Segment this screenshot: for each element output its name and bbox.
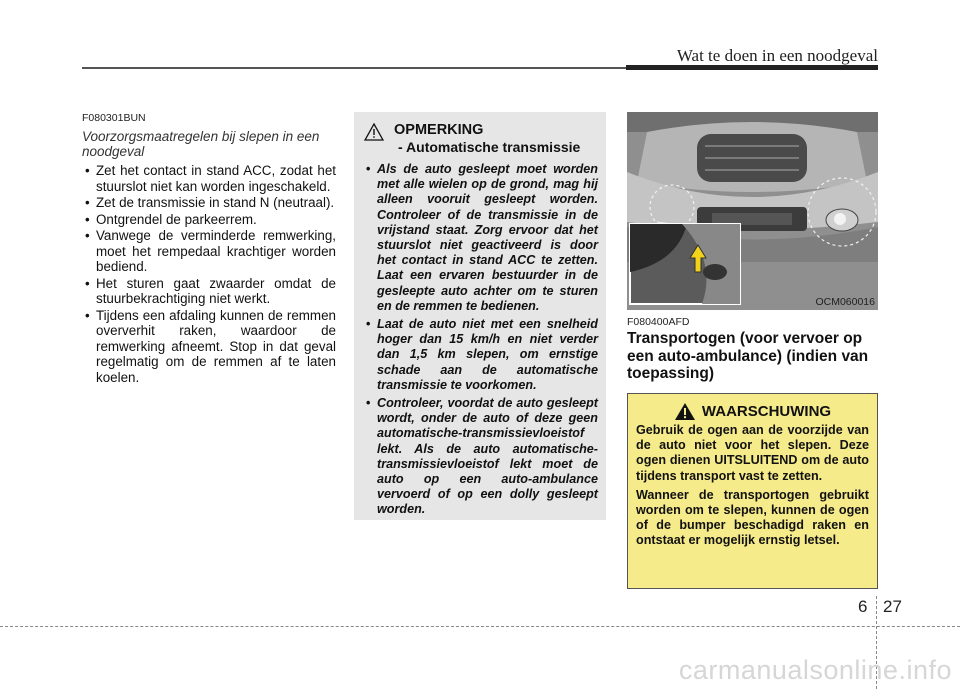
list-item: • Als de auto gesleept moet worden met alle wielen op de grond, mag hij alleen vooruit gesleept worden. Controleer of de transmissie in de vrijstand staat. Zorg ervoor dat het stuurslot niet geactiveerd is door het contact in stand ACC te zetten. Laat een ervaren bestuurder in de gesleepte auto achter om te sturen en de remmen te bedienen. — [364, 162, 598, 314]
warning-header — [636, 402, 869, 421]
note-list — [364, 162, 598, 518]
note-title: OPMERKING — [394, 122, 484, 138]
note-box — [354, 112, 606, 520]
list-item: • Vanwege de verminderde remwerking, moet het rempedaal krachtiger worden bediend. — [82, 228, 336, 275]
list-item: • Controleer, voordat de auto gesleept wordt, onder de auto of deze geen automatische-transmissievloeistof lekt. Als de auto automatische-transmissievloeistof lekt moet de auto op een auto-ambulance vervoerd of op een dolly gesleept worden. — [364, 396, 598, 518]
note-subtitle: - Automatische transmissie — [398, 139, 581, 155]
list-item: • Ontgrendel de parkeerrem. — [82, 212, 336, 228]
page-header-title: Wat te doen in een noodgeval — [676, 46, 878, 65]
section-code: F080301BUN — [82, 112, 146, 124]
warning-title: WAARSCHUWING — [701, 403, 832, 420]
car-front-illustration — [627, 112, 878, 310]
section-code-2: F080400AFD — [627, 316, 690, 328]
left-column — [82, 112, 336, 386]
list-item: • Zet het contact in stand ACC, zodat het stuurslot niet kan worden ingeschakeld. — [82, 163, 336, 194]
list-item: • Het sturen gaat zwaarder omdat de stuurbekrachtiging niet werkt. — [82, 276, 336, 307]
list-item: • Tijdens een afdaling kunnen de remmen oververhit raken, waardoor de remwerking afneemt. Stop in dat geval regelmatig om de remmen af te laten koelen. — [82, 308, 336, 386]
watermark: carmanualsonline.info — [678, 655, 952, 685]
section-subheading: Voorzorgsmaatregelen bij slepen in een noodgeval — [82, 129, 320, 159]
image-label: OCM060016 — [815, 296, 875, 308]
note-header — [364, 122, 598, 156]
header-rule-accent — [626, 65, 878, 70]
list-item: • Zet de transmissie in stand N (neutraal). — [82, 195, 336, 211]
warning-triangle-icon — [674, 402, 696, 421]
warning-paragraph: Wanneer de transportogen gebruikt worden om te slepen, kunnen de ogen of de bumper beschadigd raken en ontstaat er mogelijk ernstig letsel. — [636, 487, 869, 548]
towing-hook-photo — [627, 112, 878, 310]
list-item: • Laat de auto niet met een snelheid hoger dan 15 km/h en niet verder dan 1,5 km slepen, om ernstige schade aan de automatische transmissie te voorkomen. — [364, 317, 598, 393]
warning-paragraph: Gebruik de ogen aan de voorzijde van de auto niet voor het slepen. Deze ogen dienen UITSLUITEND om de auto tijdens transport vast te zetten. — [636, 423, 869, 483]
warning-triangle-icon — [364, 123, 384, 141]
footer-rule — [0, 626, 960, 627]
warning-box — [627, 393, 878, 589]
towing-precautions-list — [82, 163, 336, 385]
section-title: Transportogen (voor vervoer op een auto-ambulance) (indien van toepassing) — [627, 330, 869, 382]
page-number: 27 — [883, 597, 902, 616]
chapter-number: 6 — [858, 597, 868, 616]
